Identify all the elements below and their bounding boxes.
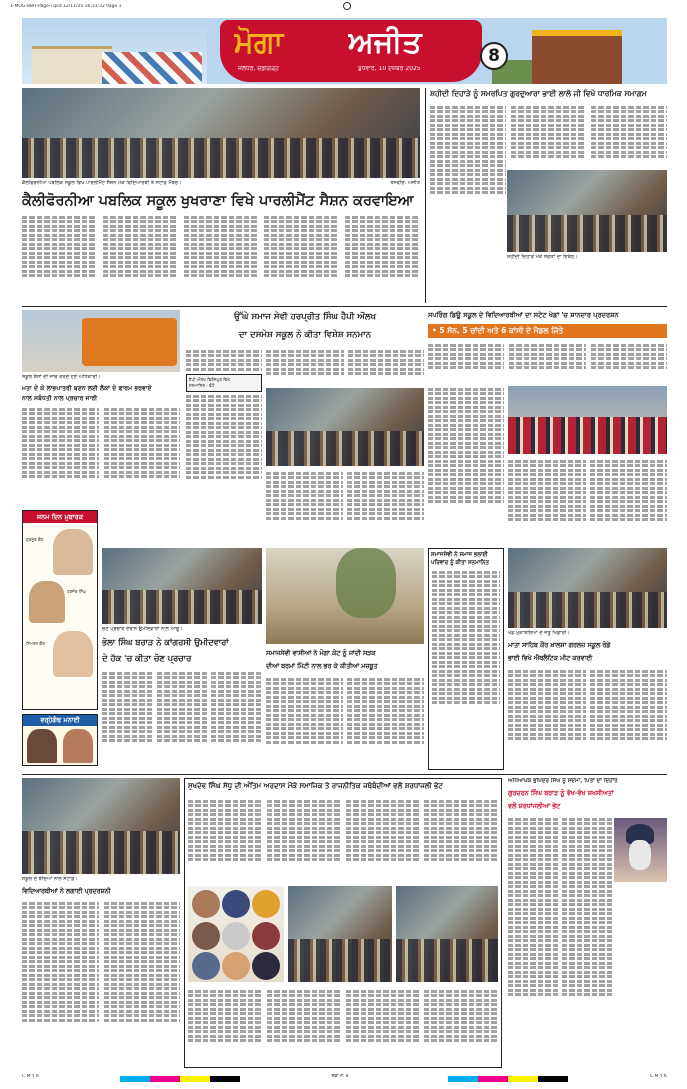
portrait-2-icon <box>222 890 250 918</box>
headline-bhola-singh-2: ਦੇ ਹੱਕ 'ਚ ਕੀਤਾ ਚੋਣ ਪ੍ਰਚਾਰ <box>102 653 192 663</box>
photo-credit: ਤਸਵੀਰ: ਅਜੀਤ <box>390 180 420 186</box>
road-story-body <box>266 676 424 770</box>
spring-dew-body-top <box>428 342 667 384</box>
portrait-8-icon <box>222 952 250 980</box>
column-rule <box>425 88 426 303</box>
happy-aulakh-photo <box>266 388 424 466</box>
birthday-box <box>22 510 98 710</box>
headline-martyrdom-program: ਸ਼ਹੀਦੀ ਦਿਹਾੜੇ ਨੂੰ ਸਮਰਪਿਤ ਗੁਰਦੁਆਰਾ ਭਾਈ ਲਾਲੋ ਜੀ ਵਿਖੇ ਧਾਰਮਿਕ ਸਮਾਗਮ <box>430 89 647 98</box>
obituary-kicker: ਅਧਿਆਪਕ ਭੁਪਿੰਦਰ ਸਿੰਘ ਨੂੰ ਸਦਮਾ, ਪਿਤਾ ਦਾ ਦਿਹਾਂਤ <box>508 778 618 784</box>
portrait-4-icon <box>192 922 220 950</box>
color-bar-right <box>448 1076 568 1082</box>
spring-dew-body-lower <box>508 458 667 544</box>
athletic-meet-body <box>508 668 667 770</box>
happy-aulakh-body-lower <box>266 470 424 544</box>
child-photo-2 <box>29 581 65 623</box>
tribute-photo-grid <box>188 886 498 982</box>
birthday-name-2: ਹਰਜੋਤ ਸਿੰਘ <box>67 589 87 594</box>
spring-dew-medal-photo <box>508 386 667 454</box>
masthead-plate <box>220 20 482 82</box>
section-divider <box>22 306 667 307</box>
headline-bhola-singh: ਭੋਲਾ ਸਿੰਘ ਬਰਾੜ ਨੇ ਕਾਂਗਰਸੀ ਉਮੀਦਵਾਰਾਂ <box>102 637 229 647</box>
page-number: 8 <box>480 42 508 70</box>
headline-parliament-session: ਕੈਲੀਫੋਰਨੀਆ ਪਬਲਿਕ ਸਕੂਲ ਖੁਖਰਾਣਾ ਵਿਖੇ ਪਾਰਲੀਮੈਂਟ ਸੈਸ਼ਨ ਕਰਵਾਇਆ <box>22 193 414 209</box>
happy-aulakh-box-line-2: ਸਨਮਾਨਿਤ - ਫੋਟੋ <box>189 382 215 388</box>
color-bar-left <box>120 1076 240 1082</box>
headline-happy-aulakh-1: ਉੱਘੇ ਸਮਾਜ ਸੇਵੀ ਹਰਪ੍ਰੀਤ ਸਿੰਘ ਹੈਪੀ ਔਲਖ <box>233 312 377 322</box>
school-photo-caption: ਸਕੂਲ ਦੇ ਬੱਚਿਆਂ ਨਾਲ ਸਟਾਫ਼। <box>22 876 78 882</box>
medal-banner: • 5 ਸੋਨ, 5 ਚਾਂਦੀ ਅਤੇ 6 ਕਾਂਸੀ ਦੇ ਮੈਡਲ ਜਿੱਤੇ <box>428 324 667 338</box>
portrait-1-icon <box>192 890 220 918</box>
tree-icon <box>336 548 396 618</box>
birthday-name-3: ਸਿਮਰਨ ਕੌਰ <box>26 641 45 646</box>
election-story-body <box>102 670 262 770</box>
headline-road-2: ਦੀਆਂ ਬਰਮਾਂ ਮਿੱਟੀ ਨਾਲ ਭਰ ਕੇ ਕੀਤੀਆਂ ਮਜ਼ਬੂਤ <box>266 663 378 670</box>
tribute-story-body-top <box>188 798 498 884</box>
happy-aulakh-body-right <box>348 348 424 388</box>
tribute-procession-photo <box>396 886 498 982</box>
masthead-right-graphic <box>492 24 667 84</box>
obituary-portrait <box>614 818 667 882</box>
sports-photo-caption: ਖੇਡ ਮੁਕਾਬਲਿਆਂ ਦੇ ਜੇਤੂ ਖਿਡਾਰੀ। <box>508 630 570 636</box>
footer-cmyk-left: C M Y K <box>22 1074 40 1079</box>
masthead <box>22 18 667 84</box>
athletic-meet-photo <box>508 548 667 628</box>
masthead-date: ਬੁੱਧਵਾਰ, 10 ਦਸੰਬਰ 2025 <box>358 66 421 72</box>
portrait-5-icon <box>222 922 250 950</box>
headline-spring-dew: ਸਪਰਿੰਗ ਡਿਊ ਸਕੂਲ ਦੇ ਵਿਦਿਆਰਥੀਆਂ ਦਾ ਸਟੇਟ ਖੇਡਾਂ 'ਚ ਸ਼ਾਨਦਾਰ ਪ੍ਰਦਰਸ਼ਨ <box>428 311 619 319</box>
school-students-photo <box>22 778 180 874</box>
tribute-story-body-bottom <box>188 988 498 1066</box>
obituary-story-body <box>508 816 612 1066</box>
portrait-7-icon <box>192 952 220 980</box>
beard-icon <box>629 840 651 870</box>
bus-photo-caption: ਸਕੂਲ ਬੱਸਾਂ ਦੀ ਜਾਂਚ ਕਰਦੇ ਹੋਏ ਅਧਿਕਾਰੀ। <box>22 374 101 380</box>
headline-road-1: ਸਮਾਜਸੇਵੀ ਵਾਸੀਆਂ ਨੇ ਮੋਗਾ ਕੋਟ ਨੂੰ ਜਾਂਦੀ ਸੜਕ <box>266 650 376 657</box>
anniversary-box <box>22 714 98 766</box>
tribute-gathering-photo <box>288 886 392 982</box>
masthead-left-graphic <box>22 24 207 84</box>
students-group-icon <box>508 417 667 454</box>
section-divider-2 <box>22 774 667 775</box>
happy-aulakh-box-line-1: ਹੈਪੀ ਔਲਖ ਫਿਰੋਜ਼ਪੁਰ ਵਿਖੇ <box>189 376 230 382</box>
school-bus-photo <box>22 310 180 372</box>
headline-exhibition: ਵਿਦਿਆਰਥੀਆਂ ਨੇ ਲਗਾਈ ਪ੍ਰਦਰਸ਼ਨੀ <box>22 888 111 895</box>
election-photo-caption: ਚੋਣ ਪ੍ਰਚਾਰ ਦੌਰਾਨ ਉਮੀਦਵਾਰਾਂ ਨਾਲ ਆਗੂ। <box>102 626 183 632</box>
couple-photo-1 <box>27 729 57 763</box>
building-icon <box>32 46 112 84</box>
martyrdom-program-photo <box>507 170 667 252</box>
martyrdom-photo-caption: ਸ਼ਹੀਦੀ ਦਿਹਾੜੇ ਮੌਕੇ ਸੰਗਤਾਂ ਦਾ ਇਕੱਠ। <box>507 254 578 260</box>
headline-form-drive: ਮਤਾ ਦੇ ਕੇ ਲਾਭਪਾਤਰੀ ਬਣਨ ਲਈ ਲੋਕਾਂ ਦੇ ਫਾਰਮ ਭਰਵਾਏ <box>22 385 152 392</box>
masthead-subtitle: ਜਲੰਧਰ, ਚੰਡੀਗੜ੍ਹ <box>238 66 279 72</box>
anniversary-heading: ਵਰ੍ਹੇਗੰਢ ਮਨਾਈ <box>23 715 97 726</box>
headline-obituary-2: ਵਲੋਂ ਸ਼ਰਧਾਂਜਲੀਆਂ ਭੇਟ <box>508 802 561 810</box>
bus-icon <box>82 318 177 366</box>
headline-athletic-meet-2: ਭਾਈ ਵਿਖੇ ਐਥਲੈਟਿਕ ਮੀਟ ਕਰਵਾਈ <box>508 655 593 662</box>
masthead-title-ajit: ਅਜੀਤ <box>348 26 422 60</box>
footer-cmyk-right: C M Y K <box>649 1074 667 1079</box>
masthead-title-moga: ਮੋਗਾ <box>234 26 284 60</box>
registration-mark-icon <box>343 2 351 10</box>
portrait-grid <box>188 886 284 982</box>
headline-athletic-meet-1: ਮਾਤਾ ਸਾਹਿਬ ਕੌਰ ਖ਼ਾਲਸਾ ਗਰਲਜ਼ ਸਕੂਲ ਰੋਡੇ <box>508 642 611 649</box>
headline-obituary-1: ਗੁਰਚਰਨ ਸਿੰਘ ਬਰਾੜ ਨੂੰ ਵੱਖ-ਵੱਖ ਸ਼ਖਸੀਅਤਾਂ <box>508 789 614 797</box>
birthday-heading: ਜਨਮ ਦਿਨ ਮੁਬਾਰਕ <box>23 511 97 523</box>
child-photo-1 <box>53 529 93 575</box>
temple-icon <box>532 30 622 84</box>
social-worker-box <box>428 548 504 770</box>
pattern-decoration-icon <box>102 52 202 84</box>
headline-tribute: ਸੁਖਦੇਵ ਸਿੰਘ ਸੱਧੂ ਦੀ ਅੰਤਿਮ ਅਰਦਾਸ ਮੌਕੇ ਸਮਾਜਿਕ ਤੇ ਰਾਜਨੀਤਿਕ ਜਥੇਬੰਦੀਆਂ ਵਲੋਂ ਸ਼ਰਧਾਂਜਲੀ ਭੇਟ <box>188 782 443 790</box>
portrait-9-icon <box>252 952 280 980</box>
form-drive-body <box>22 406 180 506</box>
headline-happy-aulakh-2: ਦਾ ਦਸਮੇਸ਼ ਸਕੂਲ ਨੇ ਕੀਤਾ ਵਿਸ਼ੇਸ਼ ਸਨਮਾਨ <box>238 330 372 340</box>
election-campaign-photo <box>102 548 262 624</box>
couple-photo-2 <box>63 729 93 763</box>
exhibition-story-body <box>22 900 180 1066</box>
parliament-story-body <box>22 214 420 304</box>
spring-dew-body-left <box>428 386 504 544</box>
print-slug: 1-MOG-8BH-Page-i.qxd 12/11/25 16:33:32 Page 1 <box>10 4 122 9</box>
parliament-photo-caption: ਕੈਲੀਫੋਰਨੀਆ ਪਬਲਿਕ ਸਕੂਲ ਵਿਖੇ ਪਾਰਲੀਮੈਂਟ ਸੈਸ਼ਨ ਮੌਕੇ ਵਿਦਿਆਰਥੀ ਤੇ ਸਟਾਫ਼ ਮੈਂਬਰ। <box>22 180 182 186</box>
road-repair-photo <box>266 548 424 644</box>
portrait-3-icon <box>252 890 280 918</box>
happy-aulakh-body-left <box>186 348 262 544</box>
portrait-6-icon <box>252 922 280 950</box>
birthday-name-1: ਗੁਰਨੂਰ ਕੌਰ <box>26 537 44 542</box>
parliament-session-photo <box>22 88 420 178</box>
headline-form-drive-sub: ਨਾਲ ਸਬੰਧਤੀ ਨਾਲ ਪ੍ਰਚਾਰ ਜਾਰੀ <box>22 395 98 402</box>
happy-aulakh-body-mid <box>266 348 344 388</box>
footer-page-label: ਸਫ਼ਾ ਨੰ: 8 <box>331 1074 349 1079</box>
headline-social-worker: ਸਮਾਜਸੇਵੀ ਨੇ ਸਮਾਜ ਭਲਾਈ ਪਰਿਵਾਰ ਨੂੰ ਕੀਤਾ ਸਨਮਾਨਿਤ <box>431 552 489 566</box>
child-photo-3 <box>53 631 93 677</box>
